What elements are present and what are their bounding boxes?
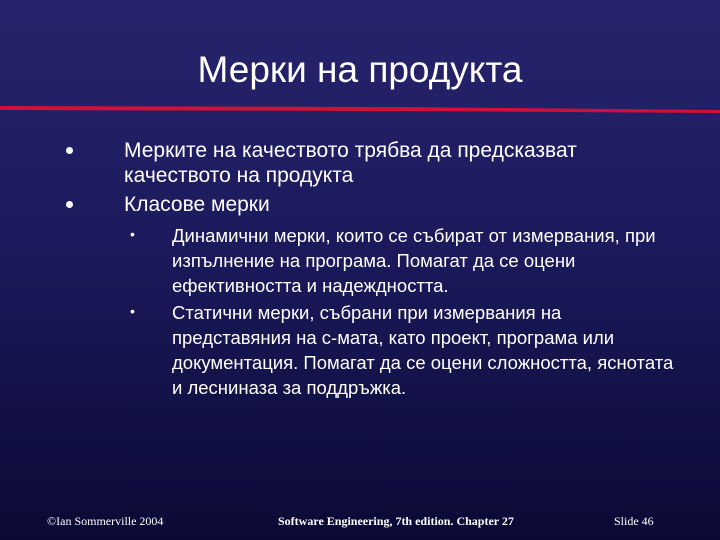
- round-bullet-icon: [66, 201, 73, 208]
- bullet-text: Мерките на качеството трябва да предсказват качеството на продукта: [124, 139, 577, 187]
- bullet-item: [124, 192, 684, 217]
- footer-slide-number: Slide 46: [614, 514, 654, 528]
- title-underline: [0, 104, 720, 114]
- bullet-item: [124, 138, 684, 188]
- footer-copyright: ©Ian Sommerville 2004: [47, 514, 164, 528]
- sub-bullet-list: [0, 223, 720, 400]
- footer-book-title: Software Engineering, 7th edition. Chapter 27: [278, 514, 514, 528]
- sub-bullet-text: Статични мерки, събрани при измервания на представяния на с-мата, като проект, програма или документация. Помагат да се оцени сложността, яснотата и лесниназа за поддръжка.: [172, 302, 674, 398]
- dot-bullet-icon: •: [130, 303, 135, 319]
- slide-body: [0, 138, 720, 400]
- bullet-text: Класове мерки: [124, 193, 270, 216]
- sub-bullet-text: Динамични мерки, които се събират от измервания, при изпълнение на програма. Помагат да се оцени ефективността и надеждността.: [172, 225, 656, 296]
- dot-bullet-icon: •: [130, 226, 135, 242]
- slide-title: Мерки на продукта: [197, 49, 523, 90]
- sub-bullet-item: [130, 300, 682, 400]
- round-bullet-icon: [66, 147, 73, 154]
- sub-bullet-item: [130, 223, 682, 298]
